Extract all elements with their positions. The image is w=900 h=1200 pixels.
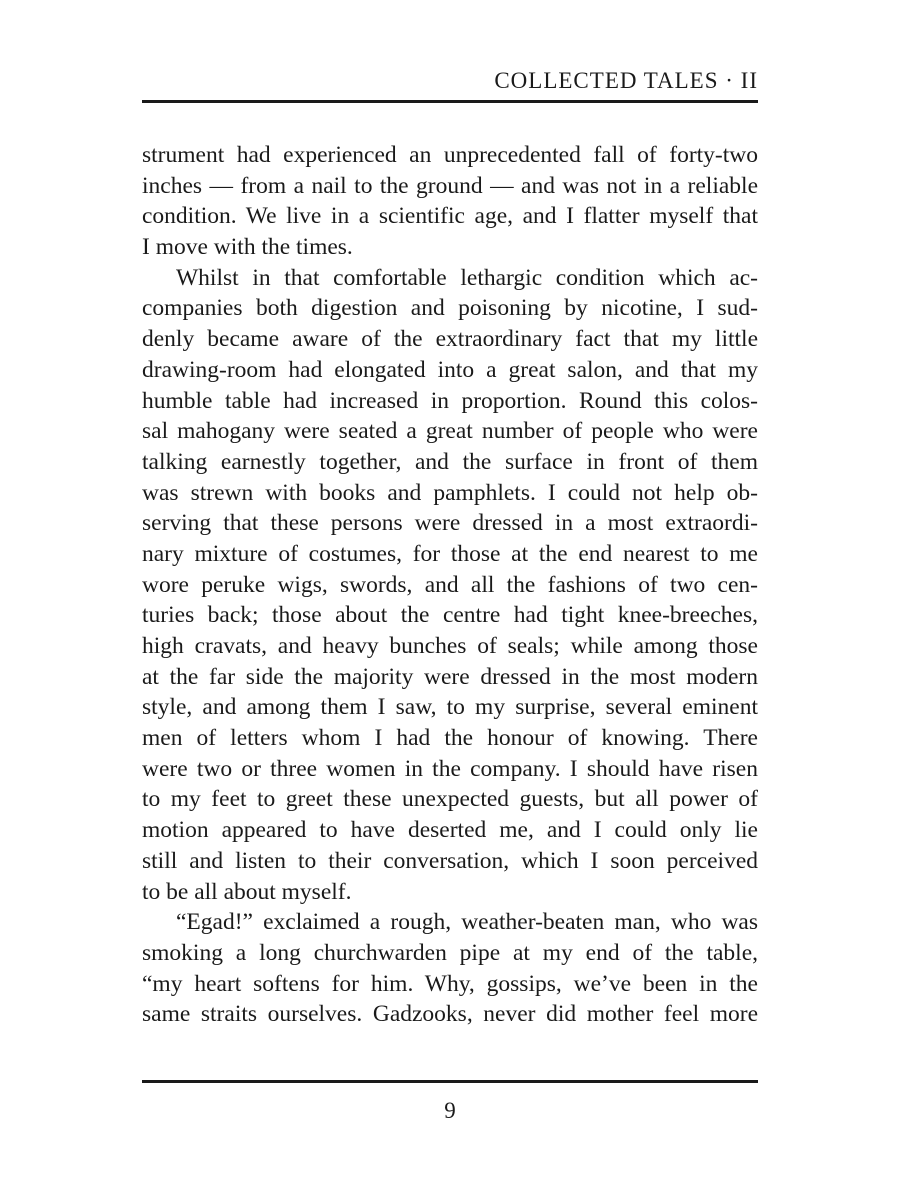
text-line: drawing-room had elongated into a great salon, and that my — [142, 356, 758, 383]
text-line: condition. We live in a scientific age, and I flatter myself that — [142, 203, 758, 230]
page-number: 9 — [444, 1098, 456, 1123]
text-line: I move with the times. — [142, 234, 353, 261]
text-line: to my feet to greet these unexpected guests, but all power of — [142, 786, 758, 813]
text-line: high cravats, and heavy bunches of seals; while among those — [142, 633, 758, 659]
text-line: “my heart softens for him. Why, gossips, we’ve been in the — [142, 970, 758, 997]
text-line: strument had experienced an unprecedented fall of forty-two — [142, 142, 758, 168]
text-line: serving that these persons were dressed in a most extraordi- — [142, 510, 758, 537]
body-text — [142, 140, 758, 1030]
text-line: smoking a long churchwarden pipe at my end of the table, — [142, 939, 758, 966]
footer-rule — [142, 1080, 758, 1083]
text-line: wore peruke wigs, swords, and all the fashions of two cen- — [142, 571, 758, 598]
text-line: to be all about myself. — [142, 878, 352, 905]
text-line: at the far side the majority were dressed in the most modern — [142, 663, 758, 690]
text-line: talking earnestly together, and the surface in front of them — [142, 448, 758, 475]
text-line: motion appeared to have deserted me, and I could only lie — [142, 817, 758, 844]
text-line: “Egad!” exclaimed a rough, weather-beaten man, who was — [176, 909, 758, 936]
text-line: inches — from a nail to the ground — and was not in a reliable — [142, 172, 758, 199]
text-line: style, and among them I saw, to my surprise, several eminent — [142, 694, 758, 721]
text-line: nary mixture of costumes, for those at the end nearest to me — [142, 540, 758, 567]
header-rule — [142, 100, 758, 103]
text-line: Whilst in that comfortable lethargic condition which ac- — [176, 264, 758, 291]
text-line: turies back; those about the centre had tight knee-breeches, — [142, 602, 758, 629]
text-line: still and listen to their conversation, which I soon perceived — [142, 847, 758, 874]
text-line: same straits ourselves. Gadzooks, never did mother feel more — [142, 1001, 758, 1028]
text-line: denly became aware of the extraordinary fact that my little — [142, 326, 758, 353]
text-line: was strewn with books and pamphlets. I could not help ob- — [142, 479, 758, 506]
text-line: humble table had increased in proportion. Round this colos- — [142, 387, 758, 414]
running-head: COLLECTED TALES · II — [494, 68, 758, 93]
text-line: were two or three women in the company. I should have risen — [142, 755, 758, 782]
text-line: sal mahogany were seated a great number of people who were — [142, 418, 758, 445]
text-line: men of letters whom I had the honour of knowing. There — [142, 725, 758, 752]
text-line: companies both digestion and poisoning by nicotine, I sud- — [142, 295, 758, 322]
